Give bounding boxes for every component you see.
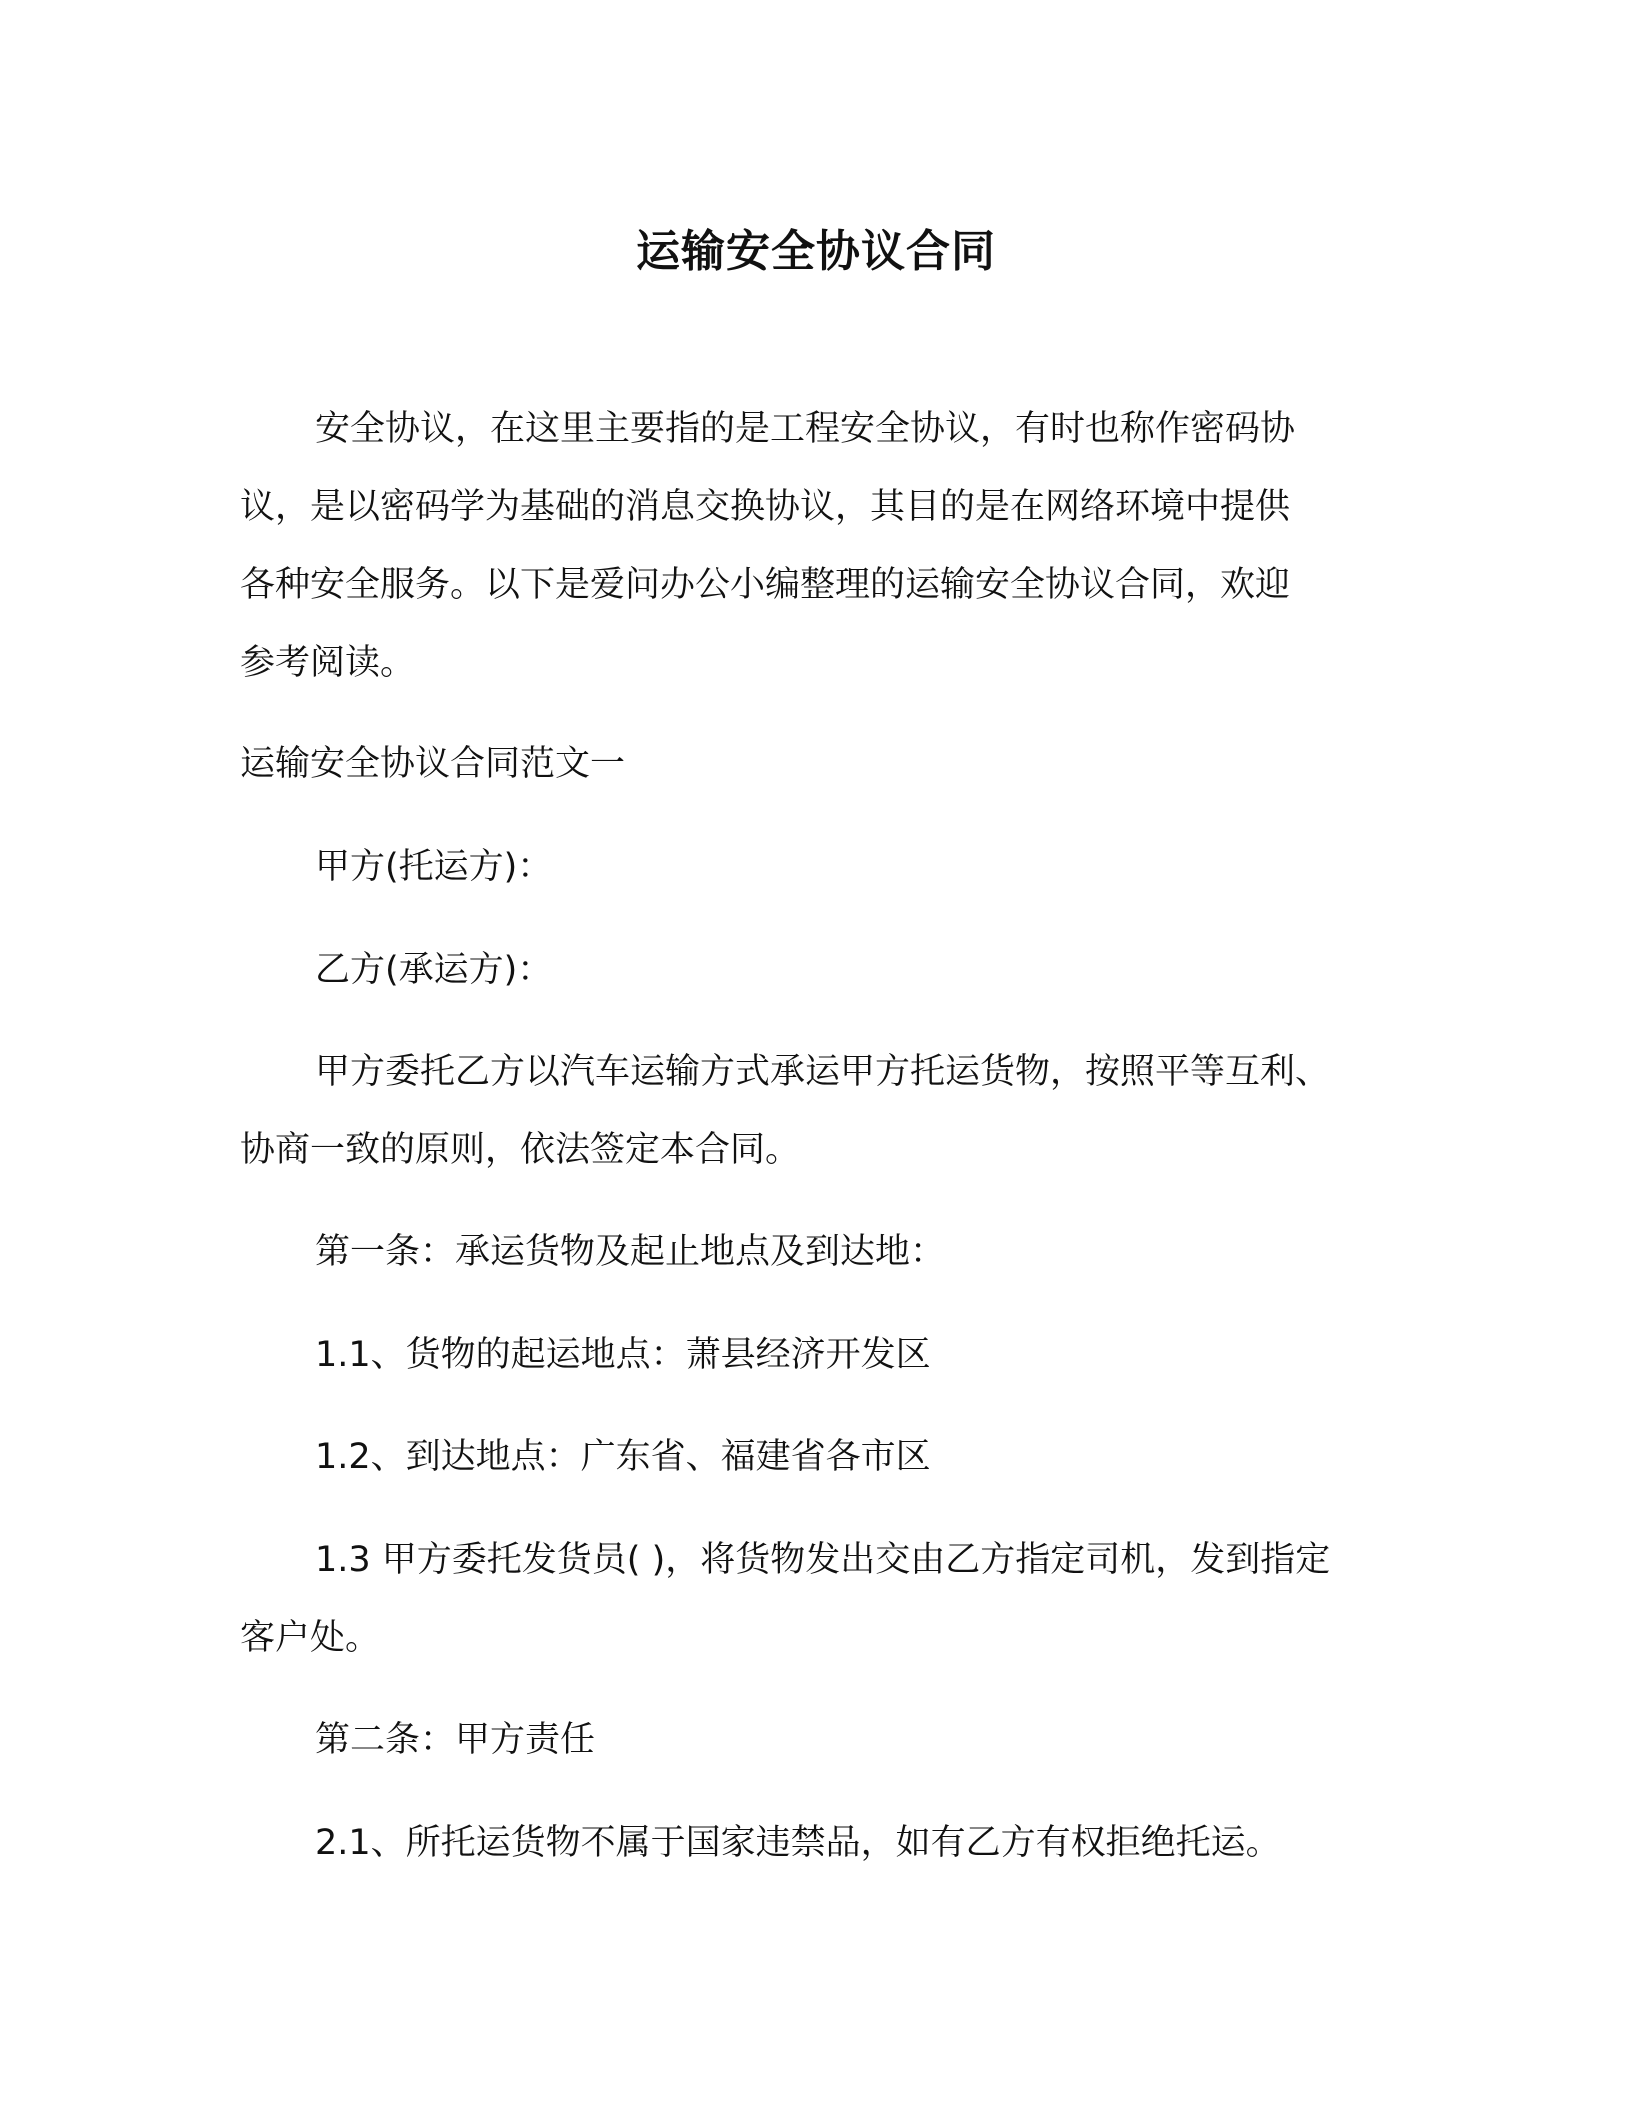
item-1-3-line-2: 客户处。 (240, 1618, 381, 1658)
article-1-heading: 第一条：承运货物及起止地点及到达地： (315, 1232, 946, 1272)
section-heading: 运输安全协议合同范文一 (240, 744, 626, 784)
item-1-2: 1.2、到达地点：广东省、福建省各市区 (315, 1437, 931, 1477)
preamble-line-2: 协商一致的原则，依法签定本合同。 (240, 1130, 801, 1170)
item-2-1: 2.1、所托运货物不属于国家违禁品，如有乙方有权拒绝托运。 (315, 1823, 1281, 1863)
party-a-label: 甲方(托运方)： (315, 847, 553, 887)
intro-line-3: 各种安全服务。以下是爱问办公小编整理的运输安全协议合同，欢迎 (240, 565, 1291, 605)
intro-line-2: 议，是以密码学为基础的消息交换协议，其目的是在网络环境中提供 (240, 487, 1291, 527)
item-1-1: 1.1、货物的起运地点：萧县经济开发区 (315, 1335, 931, 1375)
party-b-label: 乙方(承运方)： (315, 950, 553, 990)
intro-line-1: 安全协议，在这里主要指的是工程安全协议，有时也称作密码协 (315, 409, 1296, 449)
article-2-heading: 第二条：甲方责任 (315, 1720, 596, 1760)
intro-line-4: 参考阅读。 (240, 643, 416, 683)
item-1-3-line-1: 1.3 甲方委托发货员( )，将货物发出交由乙方指定司机，发到指定 (315, 1540, 1331, 1580)
preamble-line-1: 甲方委托乙方以汽车运输方式承运甲方托运货物，按照平等互利、 (315, 1052, 1331, 1092)
document-title: 运输安全协议合同 (636, 226, 996, 277)
